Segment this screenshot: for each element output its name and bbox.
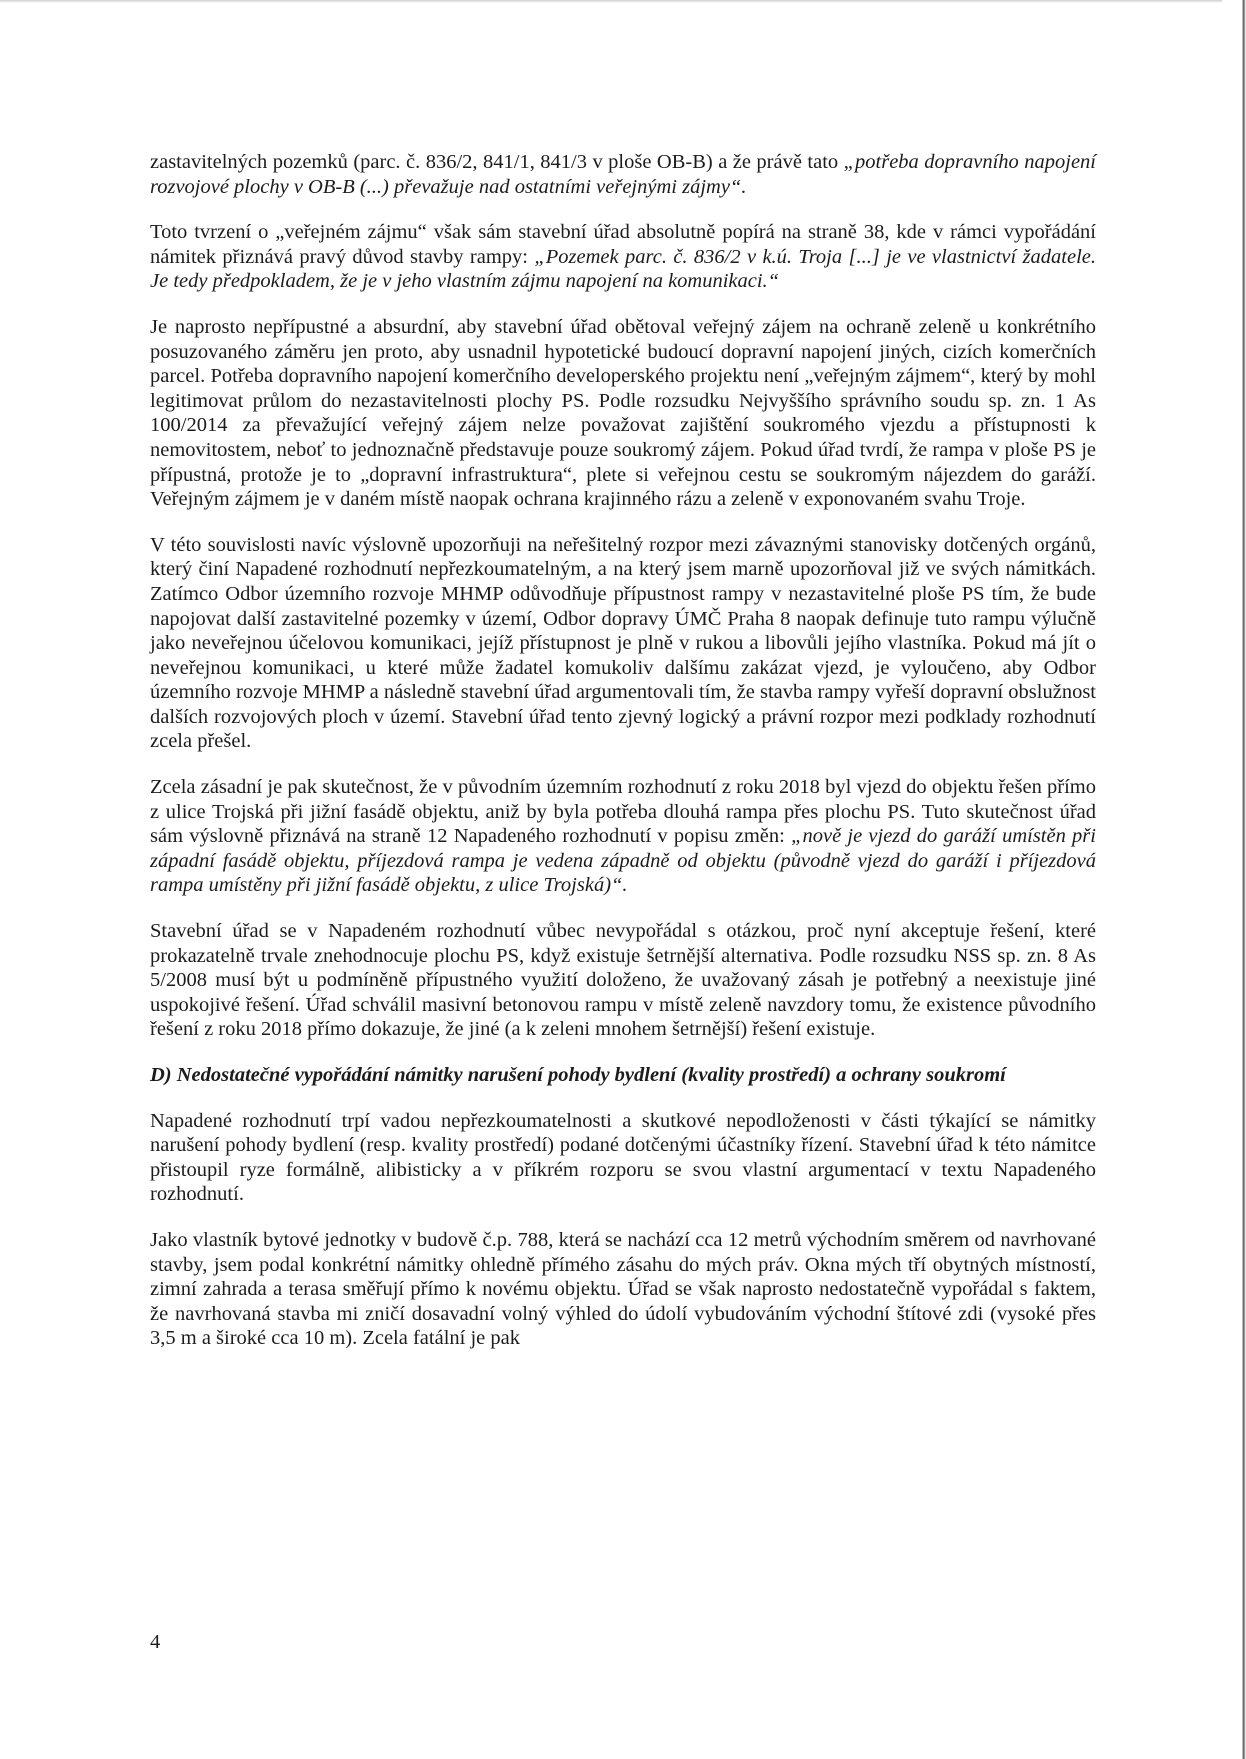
- scan-right-edge: [1222, 0, 1246, 1759]
- paragraph-1-quote: „potřeba dopravního napojení rozvojové plochy v OB-B (...) převažuje nad ostatními veřejnými zájmy“.: [150, 151, 1096, 198]
- paragraph-5-quote: „nově je vjezd do garáží umístěn při západní fasádě objektu, příjezdová rampa je vedena západně od objektu (původně vjezd do garáží i příjezdová rampa umístěny při jižní fasádě objektu, z ulice Trojská)“.: [150, 825, 1096, 897]
- paragraph-5-text: Zcela zásadní je pak skutečnost, že v původním územním rozhodnutí z roku 2018 byl vjezd do objektu řešen přímo z ulice Trojská při jižní fasádě objektu, aniž by byla potřeba dlouhá rampa přes plochu PS. Tuto skutečnost úřad sám výslovně přiznává na straně 12 Napadeného rozhodnutí v popisu změn:: [150, 776, 1096, 848]
- page-number: 4: [150, 1631, 161, 1653]
- paragraph-2-text: Toto tvrzení o „veřejném zájmu“ však sám stavební úřad absolutně popírá na straně 38, kde v rámci vypořádání námitek přiznává pravý důvod stavby rampy:: [150, 221, 1096, 268]
- paragraph-8: Jako vlastník bytové jednotky v budově č.p. 788, která se nachází cca 12 metrů východním směrem od navrhované stavby, jsem podal konkrétní námitky ohledně přímého zásahu do mých práv. Okna mých tří obytných místností, zimní zahrada a terasa směřují přímo k novému objektu. Úřad se však naprosto nedostatečně vypořádal s faktem, že navrhovaná stavba mi zničí dosavadní volný výhled do údolí vybudováním východní štítové zdi (vysoké přes 3,5 m a široké cca 10 m). Zcela fatální je pak: [150, 1228, 1096, 1350]
- paragraph-2: [150, 220, 1096, 294]
- paragraph-6: Stavební úřad se v Napadeném rozhodnutí vůbec nevypořádal s otázkou, proč nyní akceptuje řešení, které prokazatelně trvale znehodnocuje plochu PS, když existuje šetrnější alternativa. Podle rozsudku NSS sp. zn. 8 As 5/2008 musí být u podmíněně přípustného využití doloženo, že uvažovaný zásah je potřebný a neexistuje jiné uspokojivé řešení. Úřad schválil masivní betonovou rampu v místě zeleně navzdory tomu, že existence původního řešení z roku 2018 přímo dokazuje, že jiné (a k zeleni mnohem šetrnější) řešení existuje.: [150, 920, 1096, 1041]
- paragraph-4: V této souvislosti navíc výslovně upozorňuji na neřešitelný rozpor mezi závaznými stanovisky dotčených orgánů, který činí Napadené rozhodnutí nepřezkoumatelným, a na který jsem marně upozorňoval již ve svých námitkách. Zatímco Odbor územního rozvoje MHMP odůvodňuje přípustnost rampy v nezastavitelné ploše PS tím, že bude napojovat další zastavitelné pozemky v území, Odbor dopravy ÚMČ Praha 8 naopak definuje tuto rampu výlučně jako neveřejnou účelovou komunikaci, jejíž přístupnost je plně v rukou a libovůli jejího vlastníka. Pokud má jít o neveřejnou komunikaci, u které může žadatel komukoliv dalšímu zakázat vjezd, je vyloučeno, aby Odbor územního rozvoje MHMP a následně stavební úřad argumentovali tím, že stavba rampy vyřeší dopravní obslužnost dalších rozvojových ploch v území. Stavební úřad tento zjevný logický a právní rozpor mezi podklady rozhodnutí zcela přešel.: [150, 533, 1096, 753]
- section-heading-d: D) Nedostatečné vypořádání námitky narušení pohody bydlení (kvality prostředí) a ochrany soukromí: [150, 1064, 1006, 1086]
- document-body: [150, 150, 1096, 1372]
- paragraph-1-text: zastavitelných pozemků (parc. č. 836/2, 841/1, 841/3 v ploše OB-B) a že právě tato: [150, 151, 844, 173]
- paragraph-2-quote: „Pozemek parc. č. 836/2 v k.ú. Troja [...] je ve vlastnictví žadatele. Je tedy předpokladem, že je v jeho vlastním zájmu napojení na komunikaci.“: [150, 245, 1096, 293]
- paragraph-3: Je naprosto nepřípustné a absurdní, aby stavební úřad obětoval veřejný zájem na ochraně zeleně u konkrétního posuzovaného záměru jen proto, aby usnadnil hypotetické budoucí dopravní napojení jiných, cizích komerčních parcel. Potřeba dopravního napojení komerčního developerského projektu není „veřejným zájmem“, který by mohl legitimovat průlom do nezastavitelnosti plochy PS. Podle rozsudku Nejvyššího správního soudu sp. zn. 1 As 100/2014 za převažující veřejný zájem nelze považovat zajištění soukromého vjezdu a přístupnosti k nemovitostem, neboť to jednoznačně představuje pouze soukromý zájem. Pokud úřad tvrdí, že rampa v ploše PS je přípustná, protože je to „dopravní infrastruktura“, plete si veřejnou cestu se soukromým nájezdem do garáží. Veřejným zájmem je v daném místě naopak ochrana krajinného rázu a zeleně v exponovaném svahu Troje.: [150, 315, 1096, 511]
- scan-top-edge: [0, 0, 1246, 3]
- paragraph-1: [150, 150, 1096, 199]
- paragraph-5: [150, 775, 1096, 898]
- paragraph-7: Napadené rozhodnutí trpí vadou nepřezkoumatelnosti a skutkové nepodloženosti v části týkající se námitky narušení pohody bydlení (resp. kvality prostředí) podané dotčenými účastníky řízení. Stavební úřad k této námitce přistoupil ryze formálně, alibisticky a v příkrém rozporu se svou vlastní argumentací v textu Napadeného rozhodnutí.: [150, 1109, 1096, 1206]
